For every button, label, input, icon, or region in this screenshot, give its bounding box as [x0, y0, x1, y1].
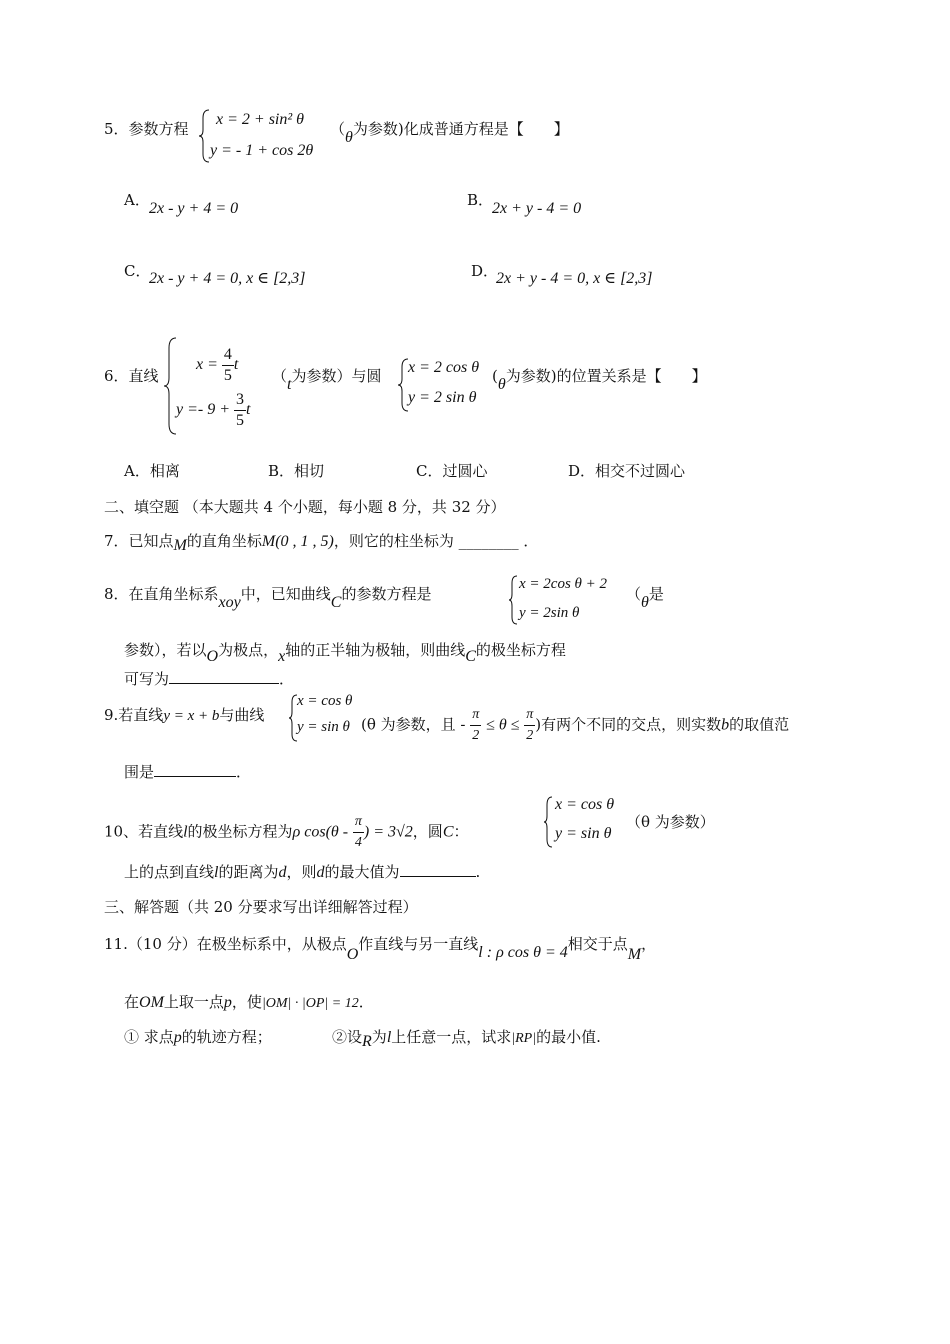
q9-condition: (θ 为参数，且 - $\frac{\pi}{2}$ ≤ θ ≤ $\frac{\pi}{2}$ )有两个不同的交点，则实数b的取值范 — [361, 707, 790, 743]
q5-eq2: y = - 1 + cos 2θ — [210, 142, 314, 159]
q10-answer-blank — [400, 862, 476, 877]
q6-number: 6．直线 — [104, 367, 159, 385]
q6-option-c: C．过圆心 — [416, 462, 488, 480]
q8-line2: 参数），若以O为极点，x轴的正半轴为极轴，则曲线C的极坐标方程 — [124, 641, 566, 665]
q5-option-c-label: C． — [124, 262, 151, 280]
q6-y-eq: y =- 9 + $\frac{3}{5}$ t — [176, 391, 251, 429]
section-2-heading: 二、填空题 （本大题共 4 个小题，每小题 8 分，共 32 分） — [104, 498, 506, 516]
q8-eq2: y = 2sin θ — [519, 605, 580, 621]
q8-answer-blank — [169, 669, 279, 684]
q10-eq2: y = sin θ — [555, 825, 612, 842]
q8-line1: 8．在直角坐标系xoy中，已知曲线C的参数方程是 — [104, 585, 432, 611]
q10-line2: 上的点到直线l的距离为d，则d的最大值为 . — [124, 863, 481, 881]
q5-number: 5．参数方程 — [104, 120, 189, 138]
q6-param1: （t为参数）与圆 — [272, 367, 382, 393]
q10-eq1: x = cos θ — [555, 796, 615, 813]
q7: 7．已知点M的直角坐标M(0 , 1 , 5)，则它的柱坐标为 ________ ． — [104, 532, 539, 554]
q5-option-b-label: B． — [467, 191, 494, 209]
q9-answer-blank — [154, 762, 236, 777]
q5-eq1: x = 2 + sin² θ — [216, 111, 305, 128]
q6-x-eq: x = $\frac{4}{5}$ t — [196, 346, 239, 384]
q9-eq1: x = cos θ — [297, 693, 353, 709]
q11-line2: 在OM上取一点p，使|OM| · |OP| = 12． — [124, 993, 374, 1011]
q5-option-b: 2x + y - 4 = 0 — [492, 200, 582, 217]
q9-line2: 围是 ． — [124, 763, 252, 781]
q8-line3: 可写为 ． — [124, 670, 295, 688]
q5-option-a-label: A． — [124, 191, 150, 209]
q5-param: （θ为参数)化成普通方程是【 】 — [330, 120, 569, 146]
q5-option-d: 2x + y - 4 = 0, x ∈ [2,3] — [496, 270, 653, 287]
section-3-heading: 三、解答题（共 20 分要求写出详细解答过程） — [104, 898, 418, 916]
q8-eq1: x = 2cos θ + 2 — [519, 576, 608, 592]
q11-sub1: ① 求点p的轨迹方程； — [124, 1028, 272, 1046]
q9-line1-left: 9.若直线y = x + b与曲线 — [104, 706, 265, 724]
q6-param2: (θ为参数)的位置关系是【 】 — [492, 367, 707, 393]
q6-option-a: A．相离 — [124, 462, 180, 480]
q5-option-a: 2x - y + 4 = 0 — [149, 200, 239, 217]
q11-sub2: ②设R为l上任意一点，试求|RP|的最小值. — [332, 1028, 601, 1050]
q10-line1-left: 10、若直线l的极坐标方程为ρ cos(θ - $\frac{\pi}{4}$ ) = 3√2，圆C： — [104, 814, 469, 850]
q8-param: （θ是 — [626, 585, 664, 611]
q5-option-d-label: D． — [471, 262, 499, 280]
q11-line1: 11.（10 分）在极坐标系中，从极点O作直线与另一直线l : ρ cos θ = 4相交于点M， — [104, 935, 657, 963]
q9-eq2: y = sin θ — [297, 719, 350, 735]
q6-circle-eq1: x = 2 cos θ — [408, 359, 480, 376]
q6-circle-eq2: y = 2 sin θ — [408, 389, 477, 406]
q8-brace — [509, 574, 519, 626]
q5-option-c: 2x - y + 4 = 0, x ∈ [2,3] — [149, 270, 306, 287]
q10-param: （θ 为参数） — [626, 813, 715, 831]
q10-brace — [544, 795, 554, 849]
q6-option-b: B．相切 — [268, 462, 325, 480]
q6-option-d: D．相交不过圆心 — [568, 462, 686, 480]
